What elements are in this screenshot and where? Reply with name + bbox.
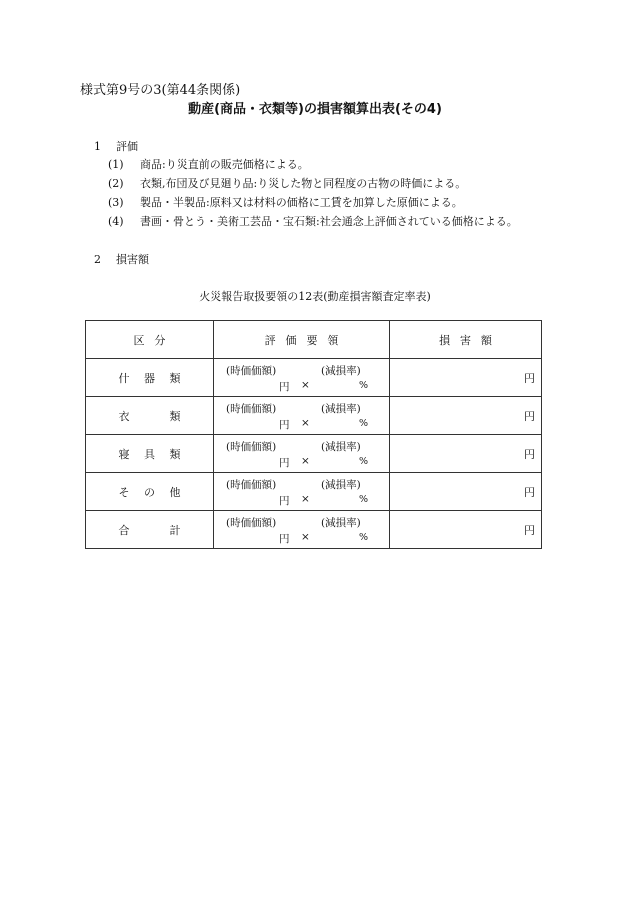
percent-unit: % — [359, 456, 369, 467]
category-cell: その他 — [86, 473, 214, 511]
loss-rate-label: (減損率) — [321, 365, 361, 377]
header-category: 区分 — [86, 321, 214, 359]
damage-amount-cell[interactable]: 円 — [390, 473, 542, 511]
section-number: 2 — [94, 253, 101, 266]
damage-amount-cell[interactable]: 円 — [390, 511, 542, 549]
section-title: 評価 — [116, 140, 138, 153]
section-1-heading — [94, 138, 138, 154]
category-cell: 合計 — [86, 511, 214, 549]
item-text: 書画・骨とう・美術工芸品・宝石類:社会通念上評価されている価格による。 — [140, 215, 518, 228]
percent-unit: % — [359, 418, 369, 429]
category-cell: 寝具類 — [86, 435, 214, 473]
times-sign: × — [301, 455, 310, 467]
market-value-label: (時価価額) — [226, 517, 277, 529]
loss-rate-label: (減損率) — [321, 441, 361, 453]
category-cell: 衣類 — [86, 397, 214, 435]
damage-calculation-table — [85, 320, 542, 549]
list-item — [108, 213, 518, 229]
list-item — [108, 175, 466, 191]
yen-unit: 円 — [279, 495, 290, 507]
market-value-label: (時価価額) — [226, 441, 277, 453]
header-damage-amount: 損害額 — [390, 321, 542, 359]
table-row-total — [86, 511, 542, 549]
header-valuation: 評価要領 — [214, 321, 390, 359]
section-number: 1 — [94, 140, 101, 153]
section-title: 損害額 — [116, 253, 149, 266]
table-row — [86, 473, 542, 511]
list-item — [108, 156, 309, 172]
table-caption: 火災報告取扱要領の12表(動産損害額査定率表) — [199, 290, 431, 303]
damage-amount-cell[interactable]: 円 — [390, 435, 542, 473]
loss-rate-label: (減損率) — [321, 479, 361, 491]
yen-unit: 円 — [279, 457, 290, 469]
loss-rate-label: (減損率) — [321, 517, 361, 529]
item-text: 製品・半製品:原料又は材料の価格に工賃を加算した原価による。 — [140, 196, 463, 209]
market-value-label: (時価価額) — [226, 365, 277, 377]
damage-amount-cell[interactable]: 円 — [390, 359, 542, 397]
valuation-cell[interactable] — [214, 359, 390, 397]
times-sign: × — [301, 417, 310, 429]
item-number: (3) — [108, 196, 124, 209]
item-number: (1) — [108, 158, 124, 171]
valuation-cell[interactable] — [214, 511, 390, 549]
times-sign: × — [301, 531, 310, 543]
document-title: 動産(商品・衣類等)の損害額算出表(その4) — [188, 102, 442, 117]
table-header-row — [86, 321, 542, 359]
percent-unit: % — [359, 532, 369, 543]
item-text: 商品:り災直前の販売価格による。 — [140, 158, 309, 171]
times-sign: × — [301, 493, 310, 505]
list-item — [108, 194, 463, 210]
category-cell: 什器類 — [86, 359, 214, 397]
valuation-cell[interactable] — [214, 473, 390, 511]
form-number: 様式第9号の3(第44条関係) — [80, 83, 241, 98]
percent-unit: % — [359, 380, 369, 391]
valuation-cell[interactable] — [214, 435, 390, 473]
table-row — [86, 435, 542, 473]
table-row — [86, 359, 542, 397]
times-sign: × — [301, 379, 310, 391]
item-number: (4) — [108, 215, 124, 228]
yen-unit: 円 — [279, 419, 290, 431]
yen-unit: 円 — [279, 381, 290, 393]
percent-unit: % — [359, 494, 369, 505]
damage-amount-cell[interactable]: 円 — [390, 397, 542, 435]
market-value-label: (時価価額) — [226, 479, 277, 491]
yen-unit: 円 — [279, 533, 290, 545]
valuation-cell[interactable] — [214, 397, 390, 435]
market-value-label: (時価価額) — [226, 403, 277, 415]
item-number: (2) — [108, 177, 124, 190]
loss-rate-label: (減損率) — [321, 403, 361, 415]
section-2-heading — [94, 251, 149, 267]
table-row — [86, 397, 542, 435]
item-text: 衣類,布団及び見廻り品:り災した物と同程度の古物の時価による。 — [140, 177, 467, 190]
